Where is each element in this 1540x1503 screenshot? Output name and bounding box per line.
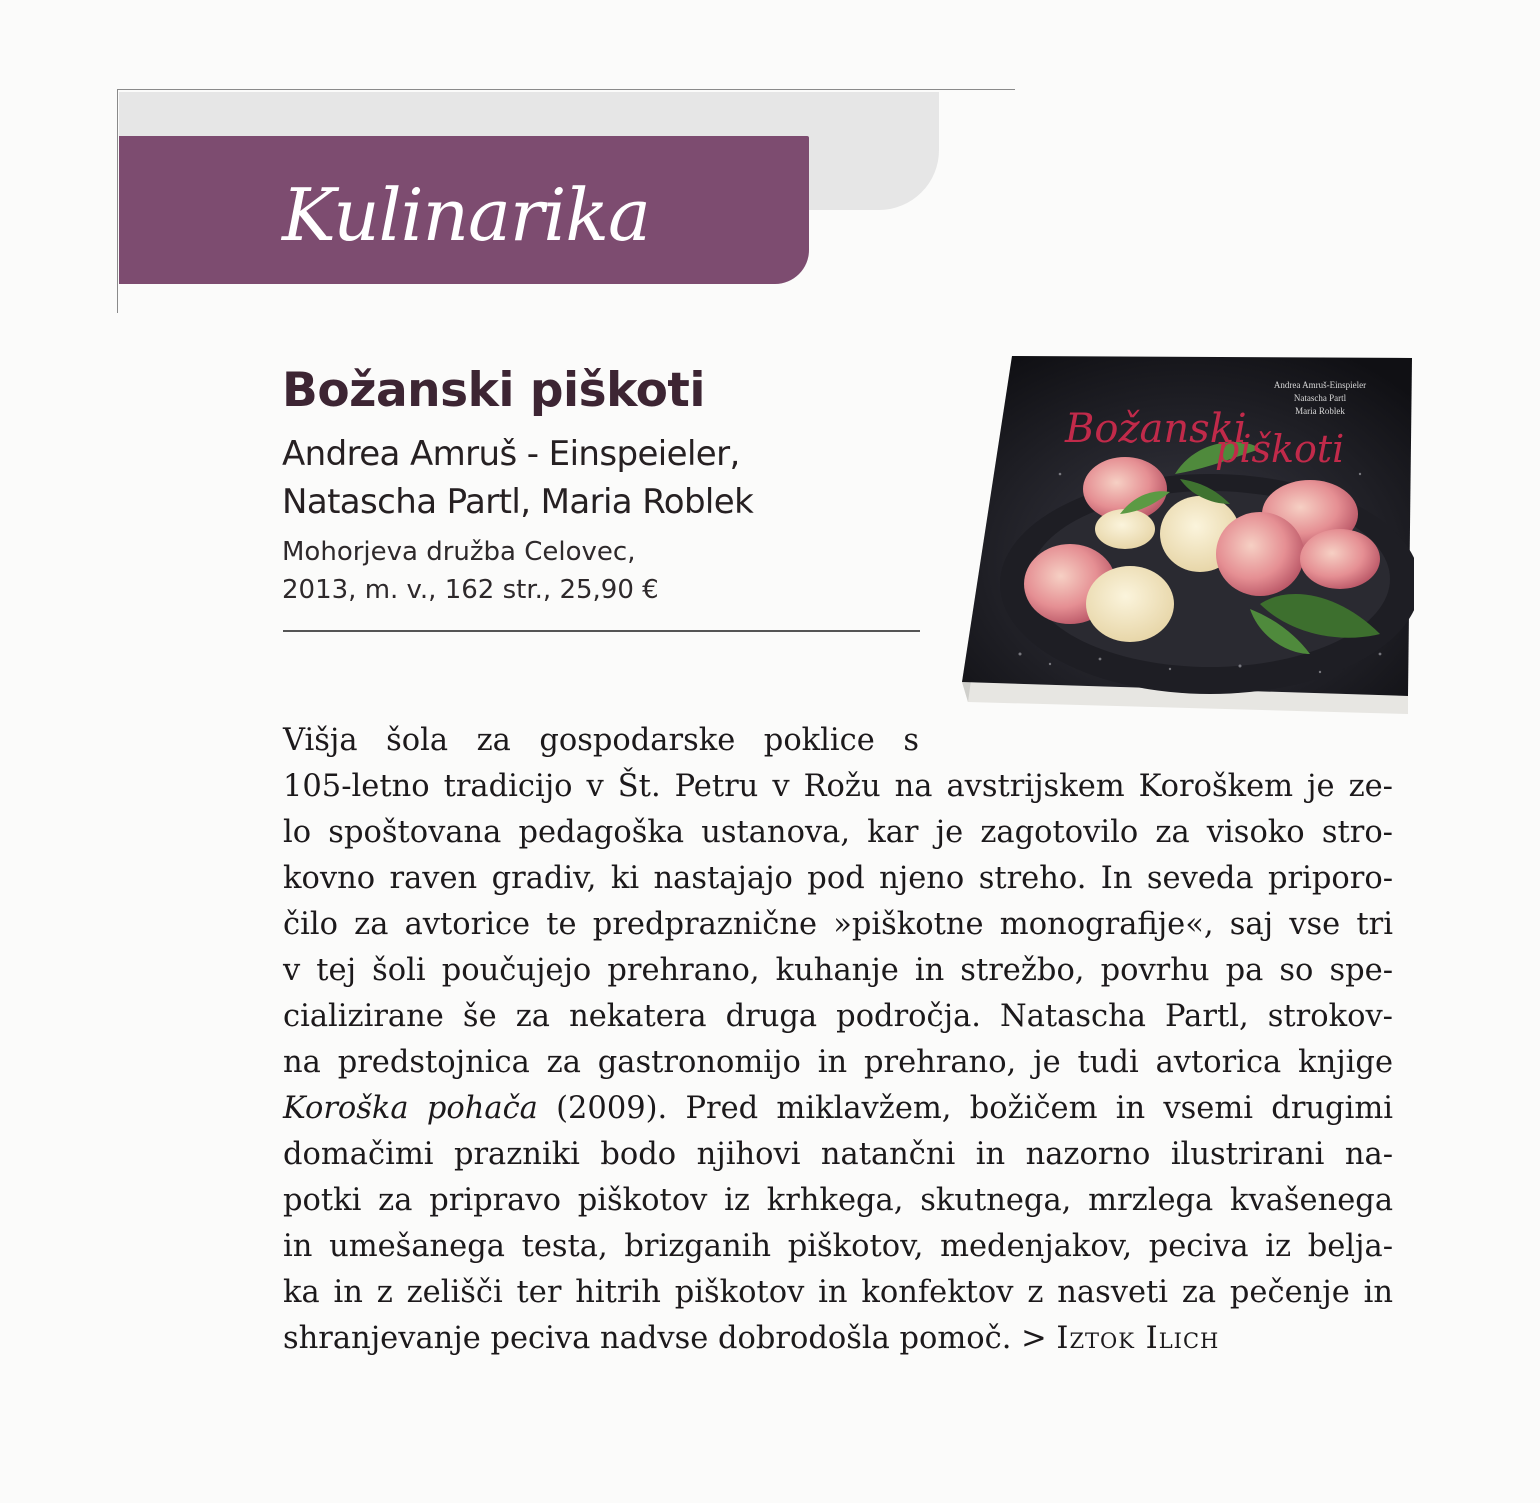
review-line: lo spoštovana pedagoška ustanova, kar je zagotovilo za visoko stro- [283, 815, 1393, 850]
reviewer-name: Iztok Ilich [1056, 1321, 1220, 1356]
header-top-rule [117, 89, 1015, 90]
book-cover-image [960, 354, 1414, 716]
publication-info [282, 533, 659, 609]
review-line: 105-letno tradicijo v Št. Petru v Rožu na avstrijskem Koroškem je ze- [283, 769, 1393, 804]
review-line: Višja šola za gospodarske poklice s [283, 723, 919, 758]
header-left-rule [117, 89, 118, 313]
review-line-rest: (2009). Pred miklavžem, božičem in vsemi drugimi [537, 1091, 1393, 1126]
book-title: Božanski piškoti [282, 363, 705, 418]
cover-author-2: Natascha Partl [1293, 393, 1347, 403]
cover-author-1: Andrea Amruš-Einspieler [1273, 380, 1367, 390]
review-line: na predstojnica za gastronomijo in prehrano, je tudi avtorica knjige [283, 1045, 1393, 1080]
review-line: in umešanega testa, brizganih piškotov, medenjakov, peciva iz belja- [283, 1229, 1393, 1264]
review-line [283, 1316, 1393, 1362]
authors-line: Andrea Amruš - Einspeieler, [282, 434, 740, 474]
review-line: čilo za avtorice te predpraznične »piškotne monografije«, saj vse tri [283, 907, 1393, 942]
book-authors [282, 430, 753, 526]
cover-title-line2: piškoti [1215, 427, 1345, 471]
review-line: domačimi prazniki bodo njihovi natančni in nazorno ilustrirani na- [283, 1137, 1393, 1172]
authors-line: Natascha Partl, Maria Roblek [282, 482, 754, 522]
details-line: 2013, m. v., 162 str., 25,90 € [282, 575, 659, 605]
cited-book-title: Koroška pohača [283, 1091, 538, 1126]
publisher-line: Mohorjeva družba Celovec, [282, 537, 636, 567]
review-line: cializirane še za nekatera druga področja. Natascha Partl, strokov- [283, 999, 1393, 1034]
info-divider [283, 630, 920, 632]
review-last-line: shranjevanje peciva nadvse dobrodošla pomoč. > [283, 1321, 1047, 1356]
cover-title-line1: Božanski [1065, 406, 1247, 452]
review-line [283, 1086, 1393, 1132]
review-line: ka in z zelišči ter hitrih piškotov in konfektov z nasveti za pečenje in [283, 1275, 1393, 1310]
section-title: Kulinarika [282, 173, 650, 257]
review-text [283, 718, 1393, 1362]
review-line: v tej šoli poučujejo prehrano, kuhanje in strežbo, povrhu pa so spe- [283, 953, 1393, 988]
review-line: potki za pripravo piškotov iz krhkega, skutnega, mrzlega kvašenega [283, 1183, 1393, 1218]
review-line: kovno raven gradiv, ki nastajajo pod njeno streho. In seveda priporo- [283, 861, 1393, 896]
cover-author-3: Maria Roblek [1295, 406, 1345, 416]
